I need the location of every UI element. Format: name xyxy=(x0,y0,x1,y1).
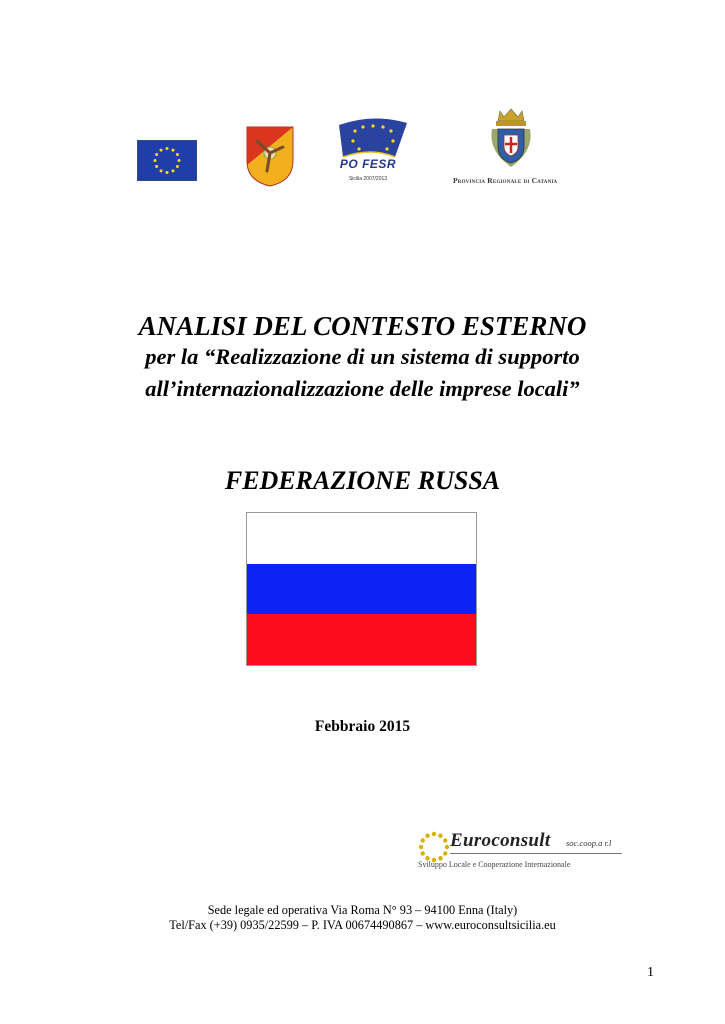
document-subtitle-line1: per la “Realizzazione di un sistema di supporto xyxy=(145,344,580,369)
star-mark xyxy=(443,838,447,842)
sicily-region-logo xyxy=(245,125,295,187)
po-fesr-period: Sicilia 2007/2013 xyxy=(348,176,388,182)
catania-province-name: Provincia Regionale di Catania xyxy=(453,176,558,185)
flag-stripe-red xyxy=(247,614,476,665)
euroconsult-stars-icon xyxy=(417,830,451,864)
star-mark xyxy=(155,165,158,168)
euroconsult-logo-name: Euroconsult xyxy=(450,830,551,851)
star-mark xyxy=(178,159,181,162)
star-mark xyxy=(438,834,442,838)
star-mark xyxy=(445,845,449,849)
star-mark xyxy=(172,149,175,152)
russian-flag-image xyxy=(246,512,477,666)
po-fesr-name: PO FESR xyxy=(339,157,397,171)
euroconsult-underline xyxy=(450,853,622,854)
page-number: 1 xyxy=(647,965,654,980)
flag-stripe-blue xyxy=(247,564,476,615)
star-mark xyxy=(176,165,179,168)
star-mark xyxy=(154,159,157,162)
document-title: ANALISI DEL CONTESTO ESTERNO xyxy=(138,311,587,341)
footer-contacts: Tel/Fax (+39) 0935/22599 – P. IVA 00674490867 – www.euroconsultsicilia.eu xyxy=(169,918,556,932)
star-mark xyxy=(166,171,169,174)
document-date: Febbraio 2015 xyxy=(314,718,411,735)
star-mark xyxy=(166,147,169,150)
star-mark xyxy=(155,153,158,156)
star-mark xyxy=(172,169,175,172)
country-heading: FEDERAZIONE RUSSA xyxy=(224,466,501,495)
eu-flag-logo xyxy=(137,140,197,181)
star-mark xyxy=(421,851,425,855)
star-mark xyxy=(425,834,429,838)
star-mark xyxy=(419,845,423,849)
star-mark xyxy=(160,149,163,152)
star-mark xyxy=(432,832,436,836)
euroconsult-company-type: soc.coop.a r.l xyxy=(566,838,612,848)
footer-address: Sede legale ed operativa Via Roma N° 93 – 94100 Enna (Italy) xyxy=(207,903,518,917)
euroconsult-tagline: Sviluppo Locale e Cooperazione Internazionale xyxy=(418,860,571,869)
star-mark xyxy=(443,851,447,855)
star-mark xyxy=(421,838,425,842)
catania-coat-of-arms-logo xyxy=(486,107,536,171)
flag-stripe-white xyxy=(247,513,476,564)
document-subtitle-line2: all’internazionalizzazione delle imprese locali” xyxy=(145,376,580,401)
star-mark xyxy=(160,169,163,172)
star-mark xyxy=(176,153,179,156)
